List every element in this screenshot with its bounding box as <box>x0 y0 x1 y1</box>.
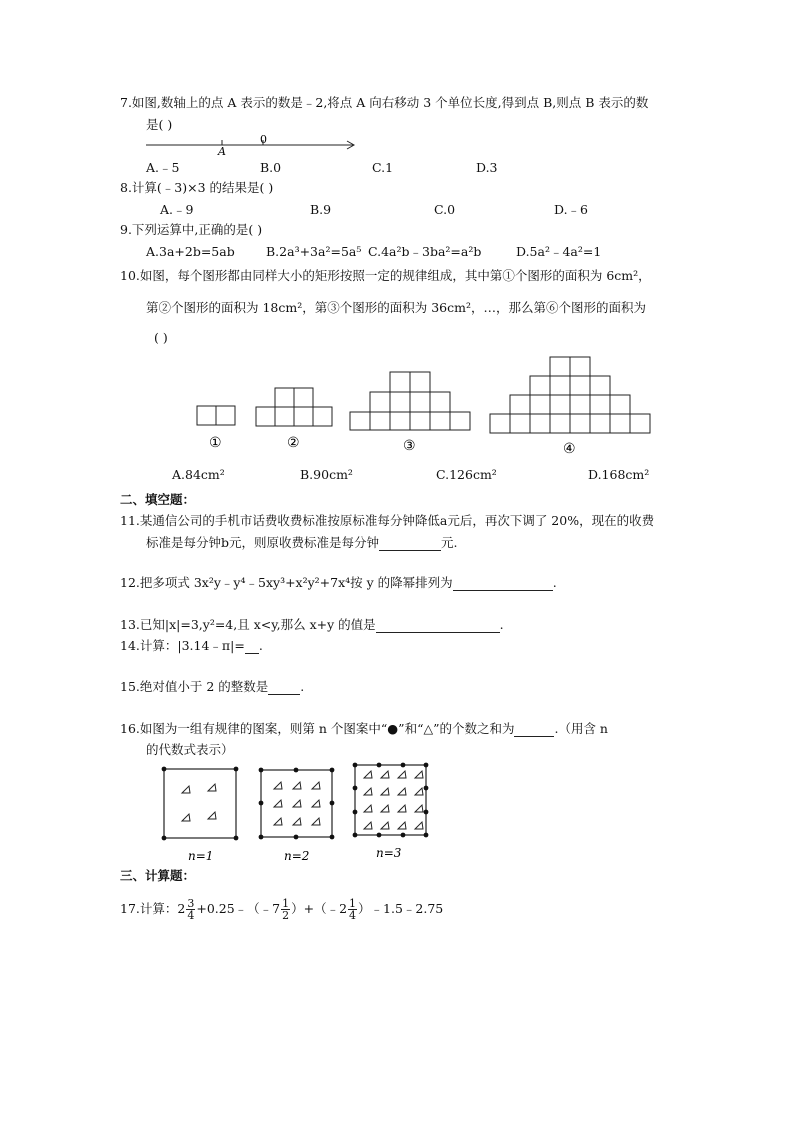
triangle-glyph <box>208 784 216 791</box>
triangle-glyph <box>398 771 406 778</box>
q7-option-c: C.1 <box>372 160 394 175</box>
number-line-figure <box>146 134 360 156</box>
q14-answer-blank[interactable] <box>245 641 259 654</box>
q16-answer-blank[interactable] <box>514 724 554 737</box>
figure-label-2: ② <box>287 435 300 451</box>
q16-stem-line2: 的代数式表示） <box>146 742 234 757</box>
q11-stem-line2: 标准是每分钟b元，则原收费标准是每分钟 元. <box>146 535 458 550</box>
q8-stem: 8.计算(﹣3)×3 的结果是( ) <box>120 180 274 195</box>
triangle-glyph <box>381 822 389 829</box>
triangle-glyph <box>415 805 423 812</box>
triangle-glyph <box>364 805 372 812</box>
q13-answer-blank[interactable] <box>376 620 500 633</box>
q7-option-d: D.3 <box>476 160 498 175</box>
triangle-glyph <box>312 782 320 789</box>
triangle-glyph <box>208 812 216 819</box>
triangle-glyph <box>274 818 282 825</box>
q9-stem: 9.下列运算中,正确的是( ) <box>120 222 263 237</box>
triangle-glyph <box>364 788 372 795</box>
q7-stem-line1: 7.如图,数轴上的点 A 表示的数是﹣2,将点 A 向右移动 3 个单位长度,得到点 B,则点 B 表示的数 <box>120 95 649 110</box>
triangle-glyph <box>182 814 190 821</box>
triangle-glyph <box>381 771 389 778</box>
triangle-glyph <box>364 822 372 829</box>
triangle-glyph <box>293 818 301 825</box>
q9-option-b: B.2a³+3a²=5a⁵ <box>266 244 362 259</box>
figure-label-3: ③ <box>403 438 416 454</box>
q13-stem: 13.已知|x|=3,y²=4,且 x<y,那么 x+y 的值是 . <box>120 617 504 632</box>
triangle-glyph <box>274 782 282 789</box>
q7-option-a: A.﹣5 <box>146 160 180 175</box>
q17-fraction-1: $\frac{3}{4}$ <box>187 897 195 922</box>
figure-label-4: ④ <box>563 441 576 457</box>
q16-stem-line1: 16.如图为一组有规律的图案，则第 n 个图案中“●”和“△”的个数之和为 .（用含 n <box>120 721 608 736</box>
q9-option-c: C.4a²b﹣3ba²=a²b <box>368 244 482 259</box>
triangle-glyph <box>274 800 282 807</box>
triangle-glyph <box>182 786 190 793</box>
triangle-glyph <box>415 822 423 829</box>
q10-option-a: A.84cm² <box>172 467 225 482</box>
q11-stem-line1: 11.某通信公司的手机市话费收费标准按原标准每分钟降低a元后，再次下调了 20%，现在的收费 <box>120 513 655 528</box>
q15-answer-blank[interactable] <box>268 682 300 695</box>
pattern-label-n2: n=2 <box>284 849 310 863</box>
zero-label: 0 <box>260 134 267 146</box>
q8-option-a: A.﹣9 <box>160 202 194 217</box>
q17-fraction-2: $\frac{1}{2}$ <box>282 897 290 922</box>
q12-answer-blank[interactable] <box>453 578 553 591</box>
q9-option-d: D.5a²﹣4a²=1 <box>516 244 602 259</box>
dot-triangle-pattern-figure <box>152 760 432 864</box>
q10-stem-line2: 第②个图形的面积为 18cm²，第③个图形的面积为 36cm²，…，那么第⑥个图形的面积为 <box>146 300 646 315</box>
triangle-glyph <box>415 771 423 778</box>
triangle-glyph <box>398 822 406 829</box>
section-calculation-heading: 三、计算题： <box>120 868 196 883</box>
triangle-glyph <box>293 800 301 807</box>
triangle-glyph <box>381 805 389 812</box>
q7-stem-line2: 是( ) <box>146 117 173 132</box>
triangle-glyph <box>364 771 372 778</box>
q17-fraction-3: $\frac{1}{4}$ <box>349 897 357 922</box>
triangle-glyph <box>398 788 406 795</box>
triangle-glyph <box>293 782 301 789</box>
pattern-label-n1: n=1 <box>188 849 214 863</box>
q14-stem: 14.计算：|3.14﹣π|= . <box>120 638 263 653</box>
q10-stem-line3: ( ) <box>154 330 168 345</box>
q7-option-b: B.0 <box>260 160 282 175</box>
triangle-glyph <box>415 788 423 795</box>
triangle-glyph <box>312 800 320 807</box>
triangle-glyph <box>381 788 389 795</box>
q8-option-d: D.﹣6 <box>554 202 589 217</box>
q11-answer-blank[interactable] <box>379 538 441 551</box>
q10-option-c: C.126cm² <box>436 467 497 482</box>
figure-label-1: ① <box>209 435 222 451</box>
q9-option-a: A.3a+2b=5ab <box>146 244 235 259</box>
q10-option-d: D.168cm² <box>588 467 650 482</box>
q8-option-b: B.9 <box>310 202 332 217</box>
point-a-label: A <box>218 145 226 156</box>
pattern-label-n3: n=3 <box>376 846 402 860</box>
triangle-glyph <box>398 805 406 812</box>
q15-stem: 15.绝对值小于 2 的整数是 . <box>120 679 305 694</box>
q12-stem: 12.把多项式 3x²y﹣y⁴﹣5xy³+x²y²+7x⁴按 y 的降幂排列为 . <box>120 575 557 590</box>
triangle-glyph <box>312 818 320 825</box>
q17-expression: 17.计算：2 $\frac{3}{4}$ +0.25﹣（﹣7 $\frac{1}{2}$ ）+（﹣2 $\frac{1}{4}$ ）﹣1.5﹣2.75 <box>120 897 444 922</box>
rectangle-pattern-figure <box>190 352 660 462</box>
q10-option-b: B.90cm² <box>300 467 353 482</box>
q10-stem-line1: 10.如图，每个图形都由同样大小的矩形按照一定的规律组成，其中第①个图形的面积为 6cm²， <box>120 268 651 283</box>
section-fill-blank-heading: 二、填空题： <box>120 492 196 507</box>
q8-option-c: C.0 <box>434 202 456 217</box>
